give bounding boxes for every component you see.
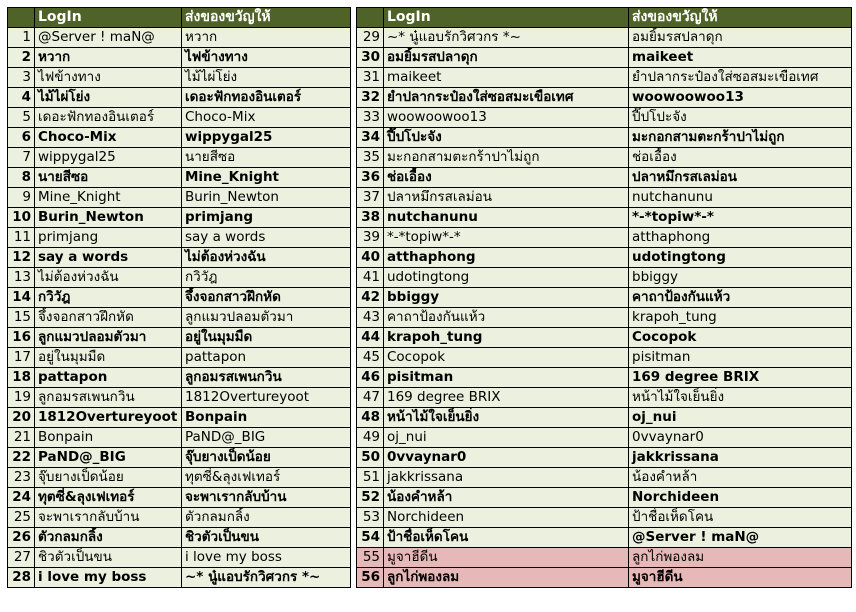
gift-cell: หน้าไม้ใจเย็นยิ่ง bbox=[629, 388, 852, 408]
row-number: 19 bbox=[8, 388, 35, 408]
gift-cell: say a words bbox=[182, 228, 351, 248]
table-row bbox=[357, 568, 852, 588]
gift-cell: atthaphong bbox=[629, 228, 852, 248]
row-number: 37 bbox=[357, 188, 384, 208]
table-row bbox=[8, 388, 351, 408]
row-number: 53 bbox=[357, 508, 384, 528]
table-row bbox=[357, 468, 852, 488]
row-number: 47 bbox=[357, 388, 384, 408]
row-number: 30 bbox=[357, 48, 384, 68]
row-number: 38 bbox=[357, 208, 384, 228]
row-number: 8 bbox=[8, 168, 35, 188]
table-row bbox=[8, 128, 351, 148]
table-row bbox=[8, 408, 351, 428]
table-row bbox=[357, 428, 852, 448]
row-number: 40 bbox=[357, 248, 384, 268]
login-cell: นายสีซอ bbox=[35, 168, 182, 188]
login-cell: อยู่ในมุมมืด bbox=[35, 348, 182, 368]
gift-cell: ~* นู๋แอบรักวิศวกร *~ bbox=[182, 568, 351, 588]
table-row bbox=[8, 508, 351, 528]
table-row bbox=[8, 48, 351, 68]
table-row bbox=[357, 348, 852, 368]
row-number: 51 bbox=[357, 468, 384, 488]
login-cell: say a words bbox=[35, 248, 182, 268]
row-number: 3 bbox=[8, 68, 35, 88]
header-gift: ส่งของขวัญให้ bbox=[629, 8, 852, 28]
row-number: 34 bbox=[357, 128, 384, 148]
row-number: 49 bbox=[357, 428, 384, 448]
table-row bbox=[8, 108, 351, 128]
row-number: 16 bbox=[8, 328, 35, 348]
gift-cell: อมยิ้มรสปลาดุก bbox=[629, 28, 852, 48]
login-cell: ไม้ไผ่โย่ง bbox=[35, 88, 182, 108]
gift-cell: bbiggy bbox=[629, 268, 852, 288]
table-row bbox=[357, 408, 852, 428]
row-number: 48 bbox=[357, 408, 384, 428]
login-cell: คาถาป้องกันแห้ว bbox=[384, 308, 629, 328]
gift-cell: ยำปลากระป๋องใส่ซอสมะเขือเทศ bbox=[629, 68, 852, 88]
row-number: 1 bbox=[8, 28, 35, 48]
header-number bbox=[357, 8, 384, 28]
table-row bbox=[357, 148, 852, 168]
gift-cell: ปี๊ปโปะจัง bbox=[629, 108, 852, 128]
row-number: 45 bbox=[357, 348, 384, 368]
row-number: 54 bbox=[357, 528, 384, 548]
header-row bbox=[8, 8, 351, 28]
login-cell: Norchideen bbox=[384, 508, 629, 528]
row-number: 46 bbox=[357, 368, 384, 388]
login-cell: ลูกแมวปลอมตัวมา bbox=[35, 328, 182, 348]
gift-cell: น้องคำหล้า bbox=[629, 468, 852, 488]
table-row bbox=[8, 488, 351, 508]
gift-cell: ป้าชื่อเห็ดโคน bbox=[629, 508, 852, 528]
gift-cell: นายสีซอ bbox=[182, 148, 351, 168]
table-row bbox=[8, 88, 351, 108]
table-row bbox=[357, 388, 852, 408]
table-row bbox=[357, 528, 852, 548]
gift-cell: ลูกไก่พองลม bbox=[629, 548, 852, 568]
login-cell: มะกอกสามตะกร้าปาไม่ถูก bbox=[384, 148, 629, 168]
gift-cell: ชิวตัวเป็นขน bbox=[182, 528, 351, 548]
gift-cell: ไฟข้างทาง bbox=[182, 48, 351, 68]
row-number: 43 bbox=[357, 308, 384, 328]
table-row bbox=[8, 28, 351, 48]
login-cell: เดอะฟักทองอินเตอร์ bbox=[35, 108, 182, 128]
table-row bbox=[357, 48, 852, 68]
login-cell: ลูกอมรสเพนกวิน bbox=[35, 388, 182, 408]
gift-cell: udotingtong bbox=[629, 248, 852, 268]
row-number: 10 bbox=[8, 208, 35, 228]
login-cell: จุ๊บยางเป็ดน้อย bbox=[35, 468, 182, 488]
table-row bbox=[8, 68, 351, 88]
row-number: 44 bbox=[357, 328, 384, 348]
gift-cell: Choco-Mix bbox=[182, 108, 351, 128]
login-cell: udotingtong bbox=[384, 268, 629, 288]
row-number: 20 bbox=[8, 408, 35, 428]
login-cell: bbiggy bbox=[384, 288, 629, 308]
table-row bbox=[357, 28, 852, 48]
row-number: 27 bbox=[8, 548, 35, 568]
login-cell: ไม่ต้องห่วงฉัน bbox=[35, 268, 182, 288]
table-row bbox=[357, 508, 852, 528]
table-row bbox=[8, 448, 351, 468]
row-number: 29 bbox=[357, 28, 384, 48]
gift-cell: จึ้งจอกสาวฝึกหัด bbox=[182, 288, 351, 308]
table-row bbox=[357, 228, 852, 248]
gift-cell: Cocopok bbox=[629, 328, 852, 348]
gift-cell: 169 degree BRIX bbox=[629, 368, 852, 388]
gift-cell: ทุตซี่&ลุงเฟเทอร์ bbox=[182, 468, 351, 488]
login-cell: Burin_Newton bbox=[35, 208, 182, 228]
row-number: 23 bbox=[8, 468, 35, 488]
login-cell: มูจาฮีดีน bbox=[384, 548, 629, 568]
login-cell: ไฟข้างทาง bbox=[35, 68, 182, 88]
gift-cell: jakkrissana bbox=[629, 448, 852, 468]
gift-cell: ตัวกลมกลิ้ง bbox=[182, 508, 351, 528]
row-number: 24 bbox=[8, 488, 35, 508]
table-row bbox=[8, 548, 351, 568]
row-number: 9 bbox=[8, 188, 35, 208]
row-number: 25 bbox=[8, 508, 35, 528]
login-cell: ~* นู๋แอบรักวิศวกร *~ bbox=[384, 28, 629, 48]
gift-cell: Burin_Newton bbox=[182, 188, 351, 208]
row-number: 32 bbox=[357, 88, 384, 108]
table-row bbox=[8, 288, 351, 308]
gift-cell: กวิวัฎ bbox=[182, 268, 351, 288]
login-cell: krapoh_tung bbox=[384, 328, 629, 348]
table-row bbox=[8, 568, 351, 588]
table-row bbox=[8, 468, 351, 488]
row-number: 28 bbox=[8, 568, 35, 588]
gift-cell: มะกอกสามตะกร้าปาไม่ถูก bbox=[629, 128, 852, 148]
login-cell: ทุตซี่&ลุงเฟเทอร์ bbox=[35, 488, 182, 508]
table-row bbox=[357, 68, 852, 88]
row-number: 52 bbox=[357, 488, 384, 508]
row-number: 18 bbox=[8, 368, 35, 388]
table-row bbox=[357, 248, 852, 268]
table-row bbox=[357, 128, 852, 148]
gift-cell: primjang bbox=[182, 208, 351, 228]
login-cell: ชิวตัวเป็นขน bbox=[35, 548, 182, 568]
table-row bbox=[8, 148, 351, 168]
gift-cell: จะพาเรากลับบ้าน bbox=[182, 488, 351, 508]
login-cell: ลูกไก่พองลม bbox=[384, 568, 629, 588]
login-cell: pisitman bbox=[384, 368, 629, 388]
row-number: 41 bbox=[357, 268, 384, 288]
gift-cell: pisitman bbox=[629, 348, 852, 368]
row-number: 22 bbox=[8, 448, 35, 468]
table-row bbox=[8, 188, 351, 208]
gift-cell: Norchideen bbox=[629, 488, 852, 508]
login-cell: jakkrissana bbox=[384, 468, 629, 488]
row-number: 56 bbox=[357, 568, 384, 588]
login-cell: กวิวัฎ bbox=[35, 288, 182, 308]
login-cell: หน้าไม้ใจเย็นยิ่ง bbox=[384, 408, 629, 428]
table-row bbox=[357, 288, 852, 308]
row-number: 35 bbox=[357, 148, 384, 168]
table-row bbox=[8, 308, 351, 328]
login-cell: oj_nui bbox=[384, 428, 629, 448]
gift-table-left bbox=[7, 7, 351, 588]
login-cell: จะพาเรากลับบ้าน bbox=[35, 508, 182, 528]
row-number: 36 bbox=[357, 168, 384, 188]
gift-cell: pattapon bbox=[182, 348, 351, 368]
gift-cell: 0vvaynar0 bbox=[629, 428, 852, 448]
row-number: 14 bbox=[8, 288, 35, 308]
login-cell: น้องคำหล้า bbox=[384, 488, 629, 508]
login-cell: woowoowoo13 bbox=[384, 108, 629, 128]
login-cell: Cocopok bbox=[384, 348, 629, 368]
row-number: 13 bbox=[8, 268, 35, 288]
login-cell: atthaphong bbox=[384, 248, 629, 268]
login-cell: 169 degree BRIX bbox=[384, 388, 629, 408]
header-number bbox=[8, 8, 35, 28]
login-cell: i love my boss bbox=[35, 568, 182, 588]
row-number: 50 bbox=[357, 448, 384, 468]
gift-cell: Mine_Knight bbox=[182, 168, 351, 188]
header-login: LogIn bbox=[384, 8, 629, 28]
gift-cell: krapoh_tung bbox=[629, 308, 852, 328]
gift-cell: 1812Overtureyoot bbox=[182, 388, 351, 408]
header-gift: ส่งของขวัญให้ bbox=[182, 8, 351, 28]
login-cell: *-*topiw*-* bbox=[384, 228, 629, 248]
gift-cell: ช่อเอื้อง bbox=[629, 148, 852, 168]
login-cell: ปลาหมึกรสเลม่อน bbox=[384, 188, 629, 208]
row-number: 11 bbox=[8, 228, 35, 248]
login-cell: ตัวกลมกลิ้ง bbox=[35, 528, 182, 548]
row-number: 31 bbox=[357, 68, 384, 88]
login-cell: nutchanunu bbox=[384, 208, 629, 228]
gift-table-right bbox=[356, 7, 852, 588]
row-number: 15 bbox=[8, 308, 35, 328]
table-row bbox=[357, 448, 852, 468]
table-row bbox=[357, 208, 852, 228]
gift-cell: @Server ! maN@ bbox=[629, 528, 852, 548]
login-cell: primjang bbox=[35, 228, 182, 248]
row-number: 2 bbox=[8, 48, 35, 68]
row-number: 55 bbox=[357, 548, 384, 568]
table-row bbox=[357, 268, 852, 288]
table-row bbox=[8, 168, 351, 188]
gift-cell: คาถาป้องกันแห้ว bbox=[629, 288, 852, 308]
row-number: 33 bbox=[357, 108, 384, 128]
table-row bbox=[357, 188, 852, 208]
login-cell: Mine_Knight bbox=[35, 188, 182, 208]
table-row bbox=[8, 248, 351, 268]
login-cell: Choco-Mix bbox=[35, 128, 182, 148]
gift-cell: Bonpain bbox=[182, 408, 351, 428]
row-number: 17 bbox=[8, 348, 35, 368]
row-number: 21 bbox=[8, 428, 35, 448]
gift-cell: มูจาฮีดีน bbox=[629, 568, 852, 588]
row-number: 26 bbox=[8, 528, 35, 548]
gift-cell: wippygal25 bbox=[182, 128, 351, 148]
gift-cell: PaND@_BIG bbox=[182, 428, 351, 448]
header-login: LogIn bbox=[35, 8, 182, 28]
table-row bbox=[357, 168, 852, 188]
login-cell: หวาก bbox=[35, 48, 182, 68]
gift-cell: ปลาหมึกรสเลม่อน bbox=[629, 168, 852, 188]
table-row bbox=[8, 528, 351, 548]
table-row bbox=[357, 328, 852, 348]
table-row bbox=[8, 428, 351, 448]
gift-cell: woowoowoo13 bbox=[629, 88, 852, 108]
header-row bbox=[357, 8, 852, 28]
login-cell: จึ้งจอกสาวฝึกหัด bbox=[35, 308, 182, 328]
gift-cell: *-*topiw*-* bbox=[629, 208, 852, 228]
login-cell: อมยิ้มรสปลาดุก bbox=[384, 48, 629, 68]
table-row bbox=[8, 368, 351, 388]
table-row bbox=[8, 208, 351, 228]
login-cell: ช่อเอื้อง bbox=[384, 168, 629, 188]
row-number: 12 bbox=[8, 248, 35, 268]
login-cell: 0vvaynar0 bbox=[384, 448, 629, 468]
row-number: 5 bbox=[8, 108, 35, 128]
login-cell: wippygal25 bbox=[35, 148, 182, 168]
table-row bbox=[8, 268, 351, 288]
table-row bbox=[8, 228, 351, 248]
row-number: 39 bbox=[357, 228, 384, 248]
gift-cell: ไม้ไผ่โย่ง bbox=[182, 68, 351, 88]
login-cell: pattapon bbox=[35, 368, 182, 388]
login-cell: ป้าชื่อเห็ดโคน bbox=[384, 528, 629, 548]
gift-cell: nutchanunu bbox=[629, 188, 852, 208]
table-row bbox=[357, 88, 852, 108]
login-cell: PaND@_BIG bbox=[35, 448, 182, 468]
gift-cell: ไม่ต้องห่วงฉัน bbox=[182, 248, 351, 268]
table-row bbox=[357, 308, 852, 328]
login-cell: ปี๊ปโปะจัง bbox=[384, 128, 629, 148]
table-row bbox=[357, 488, 852, 508]
row-number: 6 bbox=[8, 128, 35, 148]
row-number: 4 bbox=[8, 88, 35, 108]
table-row bbox=[357, 108, 852, 128]
login-cell: @Server ! maN@ bbox=[35, 28, 182, 48]
gift-cell: หวาก bbox=[182, 28, 351, 48]
login-cell: Bonpain bbox=[35, 428, 182, 448]
table-row bbox=[357, 548, 852, 568]
gift-cell: ลูกอมรสเพนกวิน bbox=[182, 368, 351, 388]
login-cell: maikeet bbox=[384, 68, 629, 88]
table-row bbox=[357, 368, 852, 388]
login-cell: 1812Overtureyoot bbox=[35, 408, 182, 428]
gift-cell: i love my boss bbox=[182, 548, 351, 568]
table-row bbox=[8, 348, 351, 368]
table-row bbox=[8, 328, 351, 348]
gift-cell: อยู่ในมุมมืด bbox=[182, 328, 351, 348]
gift-cell: maikeet bbox=[629, 48, 852, 68]
row-number: 7 bbox=[8, 148, 35, 168]
gift-cell: เดอะฟักทองอินเตอร์ bbox=[182, 88, 351, 108]
gift-cell: oj_nui bbox=[629, 408, 852, 428]
row-number: 42 bbox=[357, 288, 384, 308]
login-cell: ยำปลากระป๋องใส่ซอสมะเขือเทศ bbox=[384, 88, 629, 108]
gift-cell: ลูกแมวปลอมตัวมา bbox=[182, 308, 351, 328]
gift-cell: จุ๊บยางเป็ดน้อย bbox=[182, 448, 351, 468]
